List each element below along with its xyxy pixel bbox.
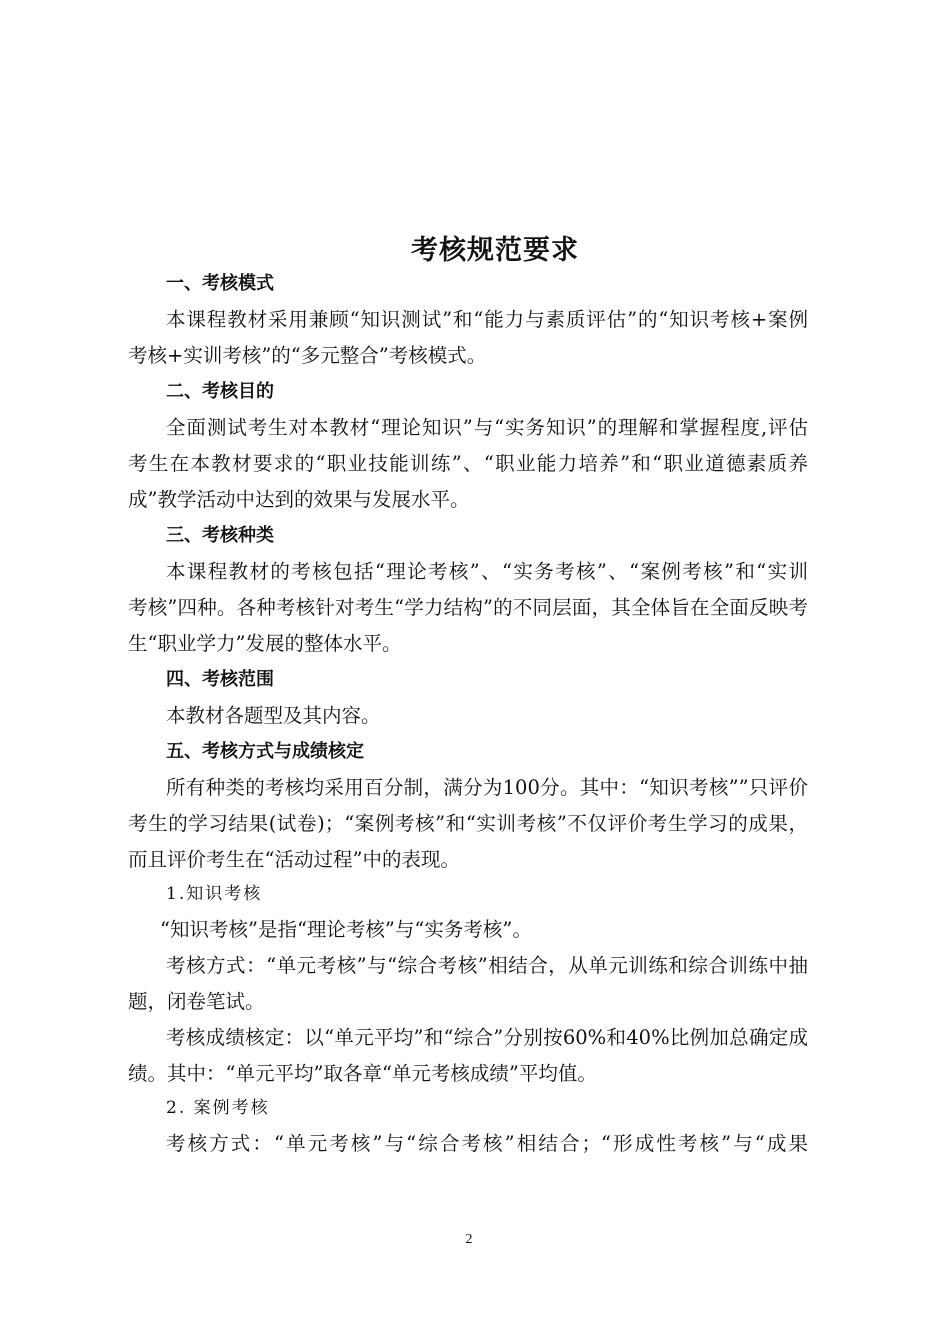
section-heading-purpose: 二、考核目的	[166, 381, 274, 402]
paragraph-line: 考核方式：“单元考核”与“综合考核”相结合；“形成性考核”与“成果	[166, 1132, 808, 1155]
page-title: 考核规范要求	[411, 235, 579, 266]
paragraph-line: 考生在本教材要求的“职业技能训练”、“职业能力培养”和“职业道德素质养	[128, 452, 808, 475]
section-heading-scope: 四、考核范围	[166, 669, 274, 690]
paragraph-line: 题，闭卷笔试。	[128, 990, 265, 1013]
paragraph-line: 本课程教材采用兼顾“知识测试”和“能力与素质评估”的“知识考核+案例	[166, 308, 808, 331]
paragraph-line: 本教材各题型及其内容。	[166, 704, 381, 727]
paragraph-line: 而且评价考生在“活动过程”中的表现。	[128, 848, 460, 871]
paragraph-line: 生“职业学力”发展的整体水平。	[128, 632, 402, 655]
paragraph-line: 本课程教材的考核包括“理论考核”、“实务考核”、“案例考核”和“实训	[166, 560, 808, 583]
paragraph-line: 考核成绩核定：以“单元平均”和“综合”分别按60%和40%比例加总确定成	[166, 1026, 808, 1049]
paragraph-line: 所有种类的考核均采用百分制，满分为100分。其中：“知识考核””只评价	[166, 776, 808, 799]
section-heading-mode: 一、考核模式	[166, 273, 274, 294]
paragraph-line: 考生的学习结果(试卷)；“案例考核”和“实训考核”不仅评价考生学习的成果，	[128, 812, 808, 835]
paragraph-line: 全面测试考生对本教材“理论知识”与“实务知识”的理解和掌握程度,评估	[166, 416, 808, 439]
paragraph-line: 考核”四种。各种考核针对考生“学力结构”的不同层面，其全体旨在全面反映考	[128, 596, 808, 619]
paragraph-line: 成”教学活动中达到的效果与发展水平。	[128, 488, 470, 511]
paragraph-line: 绩。其中：“单元平均”取各章“单元考核成绩”平均值。	[128, 1062, 597, 1085]
section-heading-types: 三、考核种类	[166, 525, 274, 546]
subsection-heading-case: 2. 案例考核	[166, 1098, 270, 1118]
page-number: 2	[465, 1232, 473, 1247]
subsection-heading-knowledge: 1.知识考核	[166, 884, 263, 904]
paragraph-line: 考核方式：“单元考核”与“综合考核”相结合，从单元训练和综合训练中抽	[166, 954, 808, 977]
paragraph-line: “知识考核”是指“理论考核”与“实务考核”。	[160, 918, 532, 941]
section-heading-method: 五、考核方式与成绩核定	[166, 741, 364, 762]
paragraph-line: 考核+实训考核”的“多元整合”考核模式。	[128, 344, 487, 367]
